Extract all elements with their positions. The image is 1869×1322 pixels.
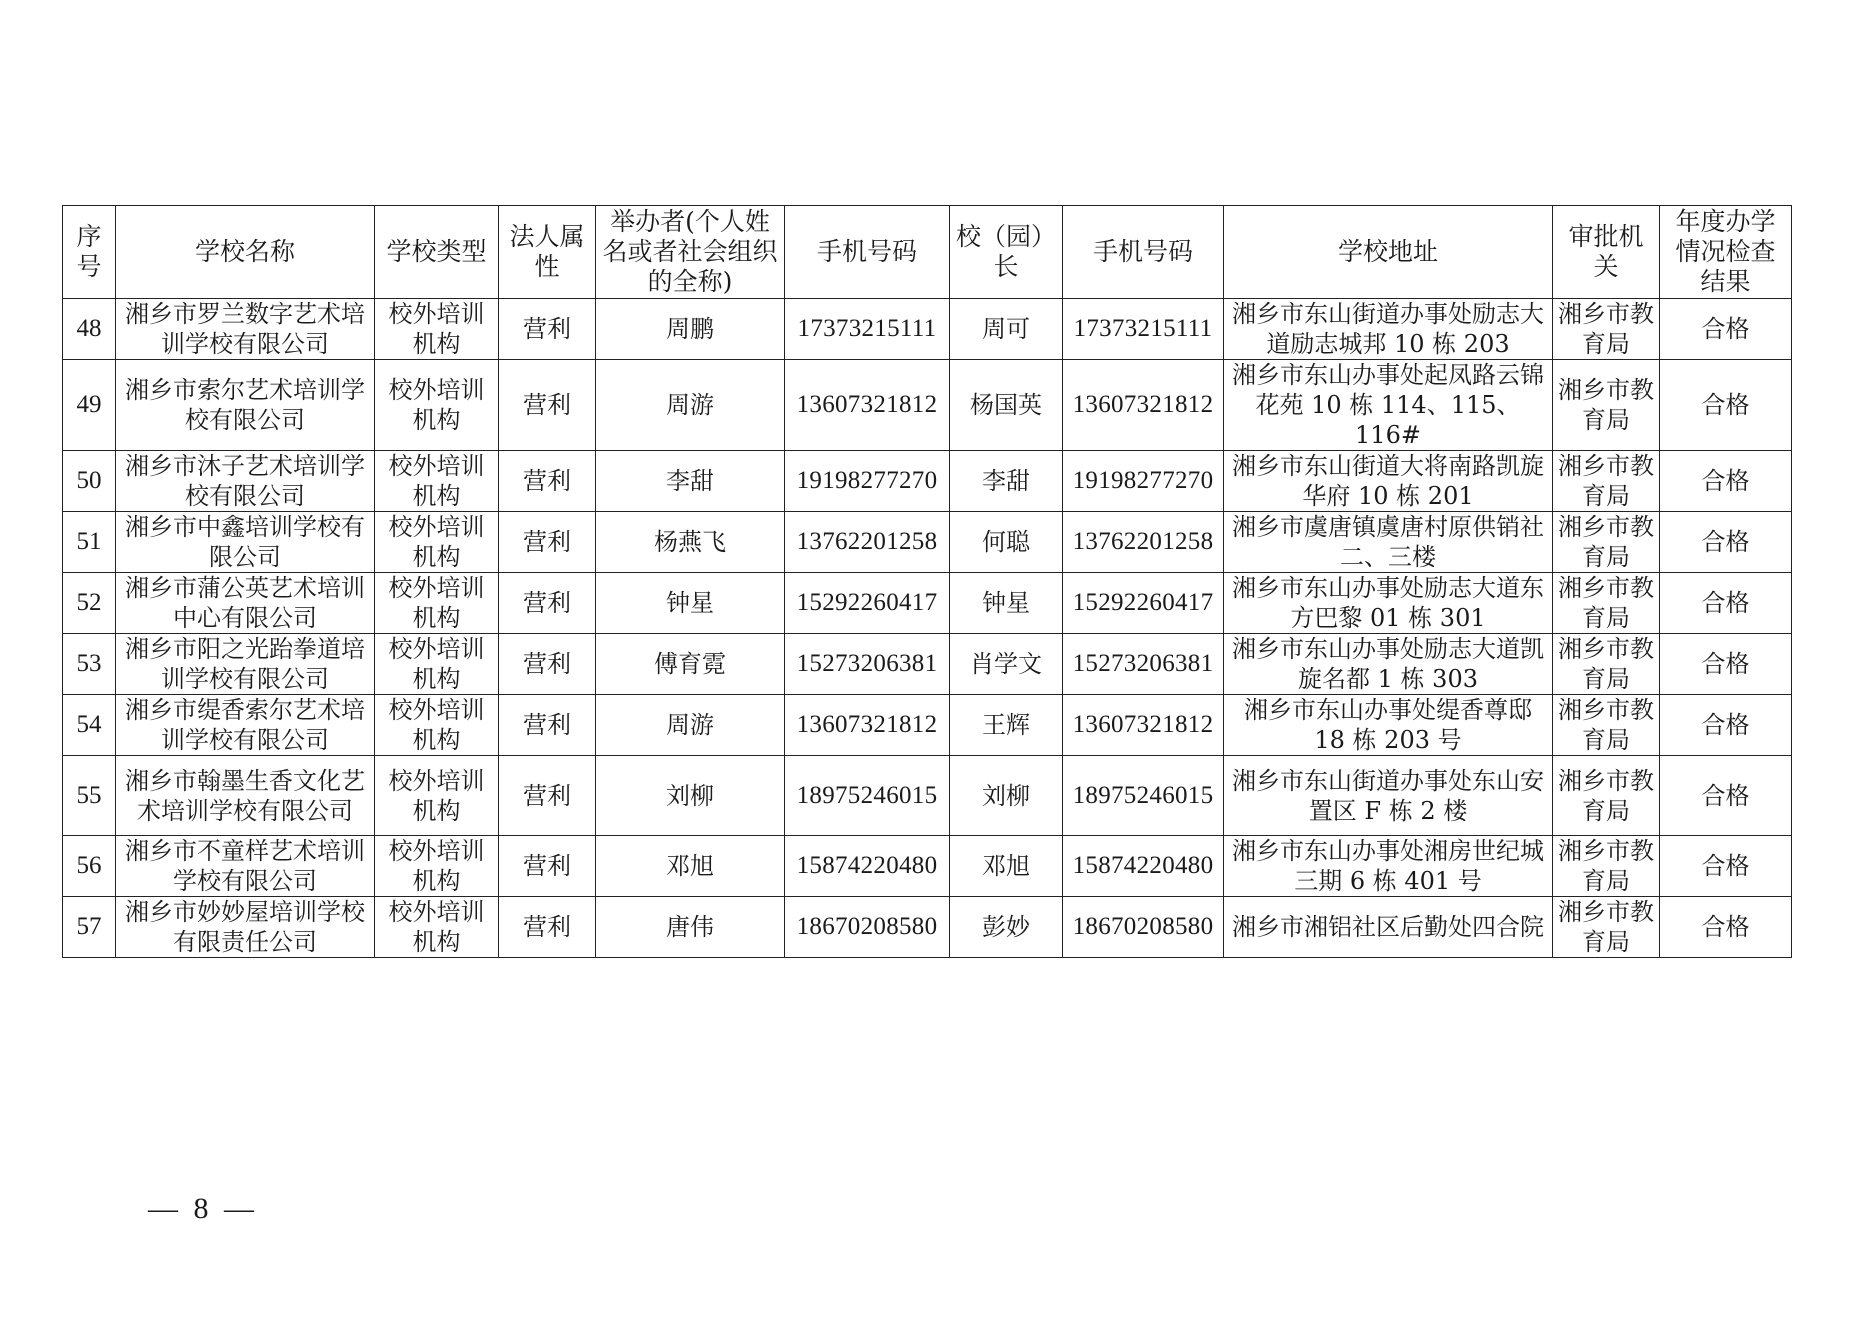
school-type-cell: 校外培训机构: [375, 451, 499, 512]
inspection-result-cell: 合格: [1660, 756, 1792, 836]
principal-phone-cell: 15273206381: [1063, 634, 1224, 695]
inspection-result-cell: 合格: [1660, 299, 1792, 360]
header-school-type: 学校类型: [375, 206, 499, 299]
school-type-cell: 校外培训机构: [375, 836, 499, 897]
header-school-name: 学校名称: [116, 206, 375, 299]
legal-attr-cell: 营利: [499, 299, 596, 360]
school-type-cell: 校外培训机构: [375, 897, 499, 958]
legal-attr-cell: 营利: [499, 512, 596, 573]
school-name-cell: 湘乡市索尔艺术培训学校有限公司: [116, 360, 375, 451]
approver-cell: 湘乡市教育局: [1553, 897, 1660, 958]
school-name-cell: 湘乡市罗兰数字艺术培训学校有限公司: [116, 299, 375, 360]
table-row: [63, 756, 1792, 836]
school-name-cell: 湘乡市妙妙屋培训学校有限责任公司: [116, 897, 375, 958]
legal-attr-cell: 营利: [499, 451, 596, 512]
inspection-result-cell: 合格: [1660, 695, 1792, 756]
principal-phone-cell: 13607321812: [1063, 360, 1224, 451]
page-number: — 8 —: [148, 1192, 258, 1225]
sponsor-phone-cell: 13762201258: [785, 512, 950, 573]
school-address-cell: 湘乡市东山办事处励志大道凯旋名都 1 栋 303: [1224, 634, 1553, 695]
sponsor-cell: 刘柳: [596, 756, 785, 836]
approver-cell: 湘乡市教育局: [1553, 836, 1660, 897]
principal-cell: 刘柳: [950, 756, 1063, 836]
principal-cell: 邓旭: [950, 836, 1063, 897]
seq-cell: 56: [63, 836, 116, 897]
sponsor-phone-cell: 18975246015: [785, 756, 950, 836]
legal-attr-cell: 营利: [499, 836, 596, 897]
sponsor-cell: 周游: [596, 695, 785, 756]
inspection-result-cell: 合格: [1660, 634, 1792, 695]
table-row: [63, 634, 1792, 695]
school-address-cell: 湘乡市东山街道办事处励志大道励志城邦 10 栋 203: [1224, 299, 1553, 360]
school-type-cell: 校外培训机构: [375, 634, 499, 695]
header-principal: 校（园）长: [950, 206, 1063, 299]
legal-attr-cell: 营利: [499, 634, 596, 695]
inspection-result-cell: 合格: [1660, 360, 1792, 451]
approver-cell: 湘乡市教育局: [1553, 299, 1660, 360]
sponsor-cell: 钟星: [596, 573, 785, 634]
inspection-result-cell: 合格: [1660, 451, 1792, 512]
legal-attr-cell: 营利: [499, 897, 596, 958]
school-address-cell: 湘乡市东山办事处湘房世纪城三期 6 栋 401 号: [1224, 836, 1553, 897]
seq-cell: 55: [63, 756, 116, 836]
table-header-row: [63, 206, 1792, 299]
seq-cell: 49: [63, 360, 116, 451]
school-name-cell: 湘乡市中鑫培训学校有限公司: [116, 512, 375, 573]
sponsor-phone-cell: 15273206381: [785, 634, 950, 695]
approver-cell: 湘乡市教育局: [1553, 451, 1660, 512]
sponsor-phone-cell: 13607321812: [785, 695, 950, 756]
school-inspection-table: [62, 205, 1792, 958]
table-row: [63, 360, 1792, 451]
principal-phone-cell: 15874220480: [1063, 836, 1224, 897]
principal-phone-cell: 13762201258: [1063, 512, 1224, 573]
inspection-result-cell: 合格: [1660, 836, 1792, 897]
approver-cell: 湘乡市教育局: [1553, 695, 1660, 756]
inspection-result-cell: 合格: [1660, 897, 1792, 958]
seq-cell: 53: [63, 634, 116, 695]
school-name-cell: 湘乡市翰墨生香文化艺术培训学校有限公司: [116, 756, 375, 836]
principal-cell: 杨国英: [950, 360, 1063, 451]
table-row: [63, 512, 1792, 573]
table-body: [63, 299, 1792, 958]
sponsor-phone-cell: 17373215111: [785, 299, 950, 360]
sponsor-phone-cell: 19198277270: [785, 451, 950, 512]
sponsor-cell: 杨燕飞: [596, 512, 785, 573]
header-approver: 审批机关: [1553, 206, 1660, 299]
principal-cell: 李甜: [950, 451, 1063, 512]
school-address-cell: 湘乡市东山办事处起凤路云锦花苑 10 栋 114、115、116#: [1224, 360, 1553, 451]
header-school-address: 学校地址: [1224, 206, 1553, 299]
school-name-cell: 湘乡市缇香索尔艺术培训学校有限公司: [116, 695, 375, 756]
sponsor-phone-cell: 15292260417: [785, 573, 950, 634]
school-address-cell: 湘乡市湘铝社区后勤处四合院: [1224, 897, 1553, 958]
sponsor-phone-cell: 13607321812: [785, 360, 950, 451]
inspection-result-cell: 合格: [1660, 573, 1792, 634]
principal-phone-cell: 18670208580: [1063, 897, 1224, 958]
approver-cell: 湘乡市教育局: [1553, 756, 1660, 836]
principal-phone-cell: 19198277270: [1063, 451, 1224, 512]
legal-attr-cell: 营利: [499, 756, 596, 836]
school-type-cell: 校外培训机构: [375, 695, 499, 756]
header-legal-attr: 法人属性: [499, 206, 596, 299]
principal-phone-cell: 17373215111: [1063, 299, 1224, 360]
approver-cell: 湘乡市教育局: [1553, 634, 1660, 695]
school-name-cell: 湘乡市蒲公英艺术培训中心有限公司: [116, 573, 375, 634]
inspection-result-cell: 合格: [1660, 512, 1792, 573]
approver-cell: 湘乡市教育局: [1553, 360, 1660, 451]
sponsor-phone-cell: 18670208580: [785, 897, 950, 958]
principal-cell: 肖学文: [950, 634, 1063, 695]
table-row: [63, 573, 1792, 634]
school-name-cell: 湘乡市不童样艺术培训学校有限公司: [116, 836, 375, 897]
sponsor-cell: 李甜: [596, 451, 785, 512]
header-principal-phone: 手机号码: [1063, 206, 1224, 299]
legal-attr-cell: 营利: [499, 360, 596, 451]
header-sponsor: 举办者(个人姓名或者社会组织的全称): [596, 206, 785, 299]
principal-phone-cell: 15292260417: [1063, 573, 1224, 634]
seq-cell: 52: [63, 573, 116, 634]
table-row: [63, 299, 1792, 360]
seq-cell: 50: [63, 451, 116, 512]
principal-cell: 何聪: [950, 512, 1063, 573]
approver-cell: 湘乡市教育局: [1553, 573, 1660, 634]
approver-cell: 湘乡市教育局: [1553, 512, 1660, 573]
sponsor-phone-cell: 15874220480: [785, 836, 950, 897]
principal-phone-cell: 18975246015: [1063, 756, 1224, 836]
seq-cell: 57: [63, 897, 116, 958]
principal-cell: 周可: [950, 299, 1063, 360]
seq-cell: 48: [63, 299, 116, 360]
table-row: [63, 451, 1792, 512]
school-name-cell: 湘乡市沐子艺术培训学校有限公司: [116, 451, 375, 512]
table-row: [63, 897, 1792, 958]
sponsor-cell: 唐伟: [596, 897, 785, 958]
sponsor-cell: 邓旭: [596, 836, 785, 897]
sponsor-cell: 周鹏: [596, 299, 785, 360]
school-address-cell: 湘乡市东山办事处缇香尊邸 18 栋 203 号: [1224, 695, 1553, 756]
header-sponsor-phone: 手机号码: [785, 206, 950, 299]
sponsor-cell: 周游: [596, 360, 785, 451]
header-inspection-result: 年度办学情况检查结果: [1660, 206, 1792, 299]
school-address-cell: 湘乡市东山办事处励志大道东方巴黎 01 栋 301: [1224, 573, 1553, 634]
sponsor-cell: 傅育霓: [596, 634, 785, 695]
legal-attr-cell: 营利: [499, 695, 596, 756]
school-type-cell: 校外培训机构: [375, 573, 499, 634]
principal-phone-cell: 13607321812: [1063, 695, 1224, 756]
school-name-cell: 湘乡市阳之光跆拳道培训学校有限公司: [116, 634, 375, 695]
principal-cell: 钟星: [950, 573, 1063, 634]
school-type-cell: 校外培训机构: [375, 299, 499, 360]
table-row: [63, 836, 1792, 897]
header-seq: 序号: [63, 206, 116, 299]
principal-cell: 王辉: [950, 695, 1063, 756]
seq-cell: 51: [63, 512, 116, 573]
seq-cell: 54: [63, 695, 116, 756]
school-type-cell: 校外培训机构: [375, 360, 499, 451]
table-row: [63, 695, 1792, 756]
school-address-cell: 湘乡市虞唐镇虞唐村原供销社二、三楼: [1224, 512, 1553, 573]
school-type-cell: 校外培训机构: [375, 512, 499, 573]
principal-cell: 彭妙: [950, 897, 1063, 958]
school-type-cell: 校外培训机构: [375, 756, 499, 836]
school-address-cell: 湘乡市东山街道大将南路凯旋华府 10 栋 201: [1224, 451, 1553, 512]
legal-attr-cell: 营利: [499, 573, 596, 634]
school-address-cell: 湘乡市东山街道办事处东山安置区 F 栋 2 楼: [1224, 756, 1553, 836]
